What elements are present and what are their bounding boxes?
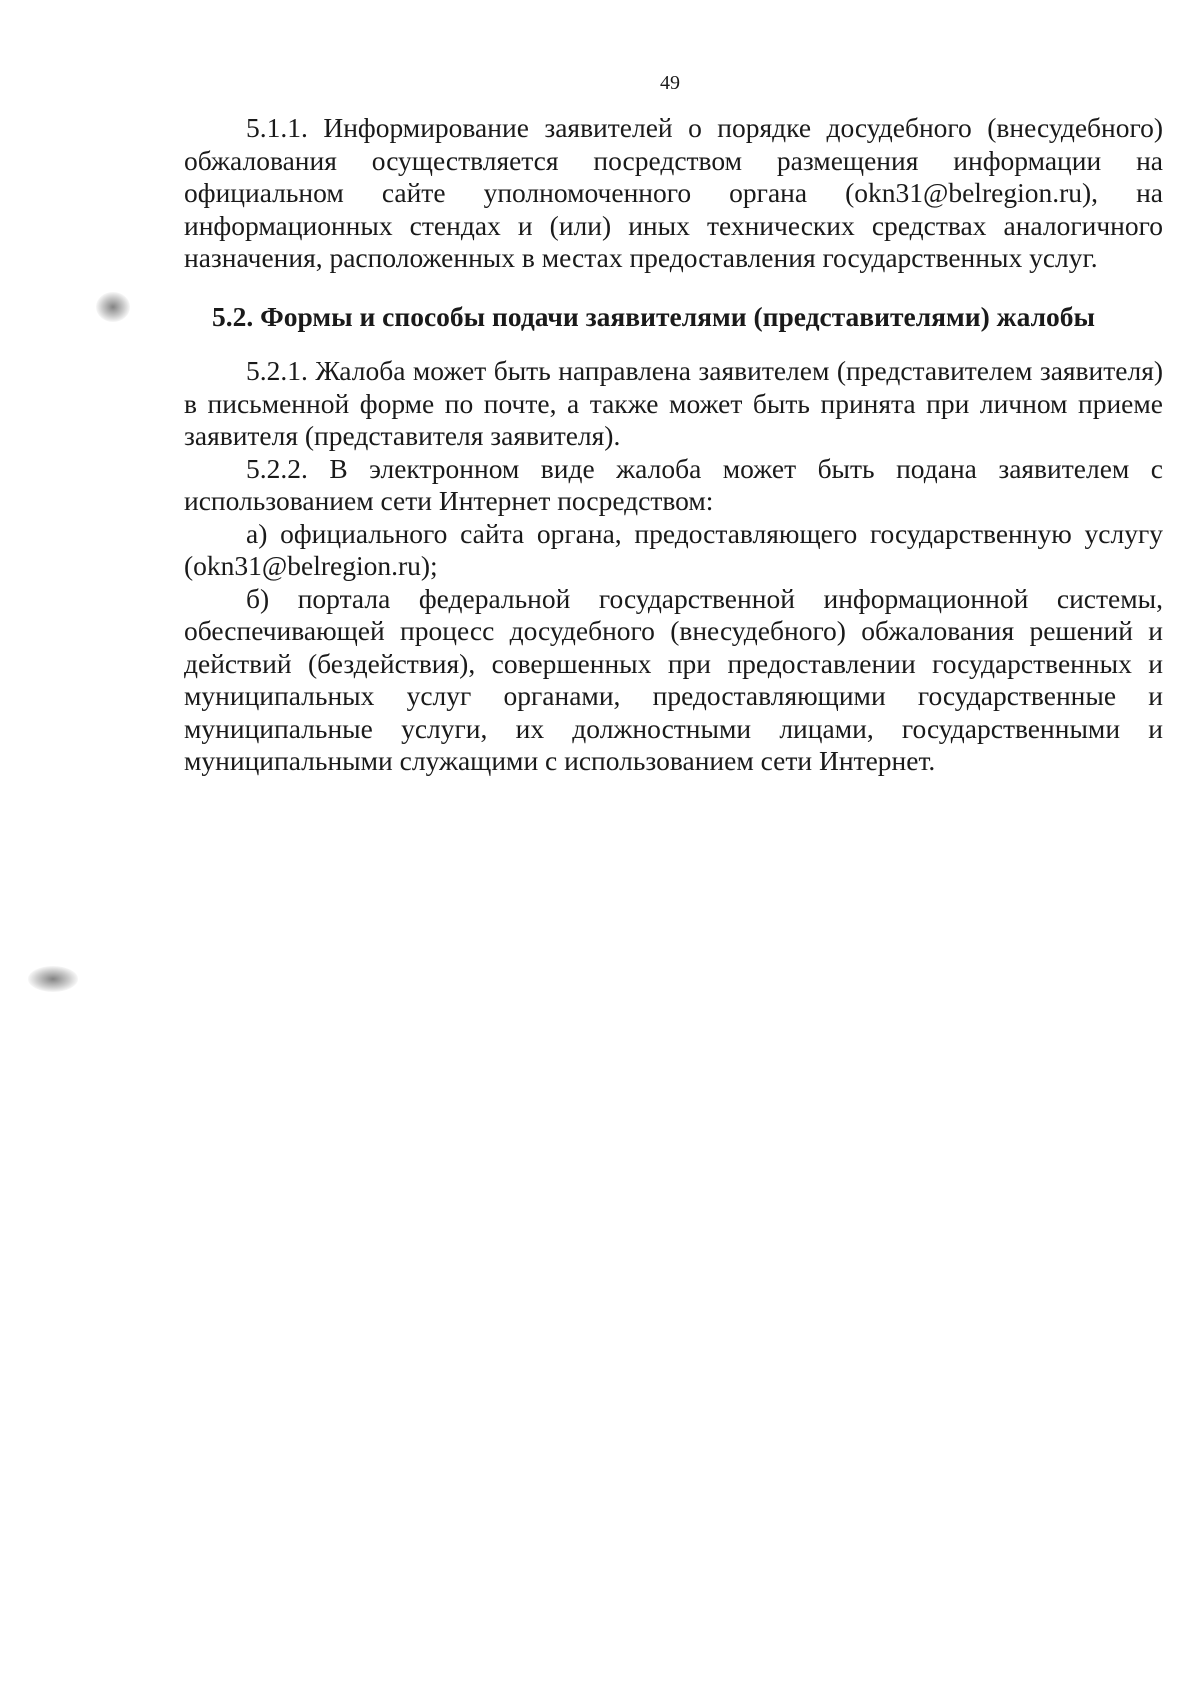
scan-artifact [28, 966, 78, 992]
scan-artifact [96, 292, 130, 322]
list-item-b: б) портала федеральной государственной информационной системы, обеспечивающей процесс досудебного (внесудебного) обжалования решений и действий (бездействия), совершенных при предоставлении государственных и муниципальных услуг органами, предоставляющими государственные и муниципальные услуги, их должностными лицами, государственными и муниципальными служащими с использованием сети Интернет. [184, 582, 1163, 776]
paragraph-5-1-1: 5.1.1. Информирование заявителей о порядке досудебного (внесудебного) обжалования осуществляется посредством размещения информации на официальном сайте уполномоченного органа (okn31@belregion.ru), на информационных стендах и (или) иных технических средствах аналогичного назначения, расположенных в местах предоставления государственных услуг. [184, 112, 1163, 273]
page-number: 49 [660, 72, 680, 94]
paragraph-5-2-2: 5.2.2. В электронном виде жалоба может быть подана заявителем с использованием сети Интернет посредством: [184, 452, 1163, 516]
paragraph-5-2-1: 5.2.1. Жалоба может быть направлена заявителем (представителем заявителя) в письменной форме по почте, а также может быть принята при личном приеме заявителя (представителя заявителя). [184, 355, 1163, 451]
document-body [184, 112, 1163, 778]
list-item-a: а) официального сайта органа, предоставляющего государственную услугу (okn31@belregion.ru); [184, 517, 1163, 581]
section-heading-5-2: 5.2. Формы и способы подачи заявителями (представителями) жалобы [212, 300, 1095, 332]
